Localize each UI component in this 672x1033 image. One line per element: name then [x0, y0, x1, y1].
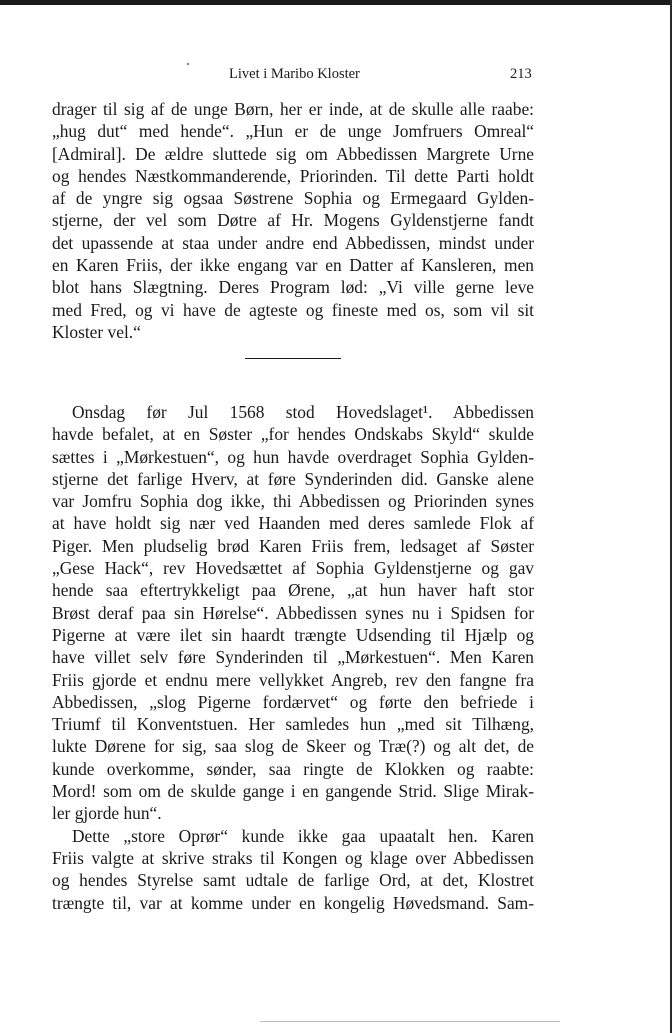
text-line: blot hans Slægtning. Deres Program lød: „Vi ville gerne leve — [52, 277, 534, 298]
text-line: at have holdt sig nær ved Haanden med deres samlede Flok af — [52, 513, 534, 534]
paragraph-2-and-3 — [52, 401, 534, 914]
text-line: ler gjorde hun“. — [52, 803, 162, 824]
text-line: Piger. Men pludselig brød Karen Friis frem, ledsaget af Søster — [52, 535, 534, 556]
section-divider — [245, 358, 341, 359]
text-line: havde befalet, at en Søster „for hendes Ondskabs Skyld“ skulde — [52, 424, 534, 445]
text-line: Abbedissen, „slog Pigerne fordærvet“ og førte den befriede i — [52, 691, 534, 712]
text-line: Triumf til Konventstuen. Her samledes hun „med sit Tilhæng, — [52, 714, 534, 735]
text-line: kunde overkomme, sønder, saa ringte de Klokken og raabte: — [52, 758, 534, 779]
text-line: „Gese Hack“, rev Hovedsættet af Sophia Gyldenstjerne og gav — [52, 558, 534, 579]
text-line: lukte Dørene for sig, saa slog de Skeer og Træ(?) og alt det, de — [52, 736, 534, 757]
paragraph-1 — [52, 98, 534, 343]
page-bottom-edge — [260, 1021, 560, 1022]
text-line: Brøst deraf paa sin Hørelse“. Abbedissen synes nu i Spidsen for — [52, 602, 534, 623]
text-line: Mord! som om de skulde gange i en gangende Strid. Slige Mirak- — [52, 781, 534, 802]
text-line: Friis gjorde et endnu mere vellykket Angreb, rev den fangne fra — [52, 669, 534, 690]
text-line: stjerne det farlige Hverv, at føre Synderinden did. Ganske alene — [52, 468, 534, 489]
running-title: Livet i Maribo Kloster — [229, 66, 360, 82]
text-line: stjerne, der vel som Døtre af Hr. Mogens Gyldenstjerne fandt — [52, 210, 534, 231]
page-top-edge — [0, 0, 672, 5]
text-line: have villet selv føre Synderinden til „Mørkestuen“. Men Karen — [52, 647, 534, 668]
text-line: sættes i „Mørkestuen“, og hun havde overdraget Sophia Gylden- — [52, 446, 534, 467]
text-line: og hendes Styrelse samt udtale de farlige Ord, at det, Klostret — [52, 870, 534, 891]
text-line: af de yngre sig ogsaa Søstrene Sophia og Ermegaard Gylden- — [52, 188, 534, 209]
text-line: hende saa eftertrykkeligt paa Ørene, „at hun haver haft stor — [52, 580, 534, 601]
page-number: 213 — [510, 66, 532, 82]
text-line: Dette „store Oprør“ kunde ikke gaa upaatalt hen. Karen — [72, 825, 534, 846]
text-line: det upassende at staa under andre end Abbedissen, mindst under — [52, 232, 534, 253]
text-line: en Karen Friis, der ikke engang var en Datter af Kansleren, men — [52, 255, 534, 276]
text-line: drager til sig af de unge Børn, her er inde, at de skulle alle raabe: — [52, 99, 534, 119]
text-line: trængte til, var at komme under en kongelig Høvedsmand. Sam- — [52, 892, 534, 913]
running-head — [0, 66, 672, 86]
text-line: „hug dut“ med hende“. „Hun er de unge Jomfruers Omreal“ — [52, 121, 534, 142]
text-line: Friis valgte at skrive straks til Kongen og klage over Abbedissen — [52, 847, 534, 868]
text-line: Pigerne at være ilet sin haardt trængte Udsending til Hjælp og — [52, 624, 534, 645]
text-line: og hendes Næstkommanderende, Priorinden. Til dette Parti holdt — [52, 165, 534, 186]
print-speck — [187, 63, 189, 65]
text-line: Kloster vel.“ — [52, 321, 141, 342]
text-line: Onsdag før Jul 1568 stod Hovedslaget¹. Abbedissen — [72, 402, 534, 422]
text-line: med Fred, og vi have de agteste og fineste med os, som vil sit — [52, 299, 534, 320]
text-line: [Admiral]. De ældre sluttede sig om Abbedissen Margrete Urne — [52, 143, 534, 164]
text-line: var Jomfru Sophia dog ikke, thi Abbedissen og Priorinden synes — [52, 491, 534, 512]
